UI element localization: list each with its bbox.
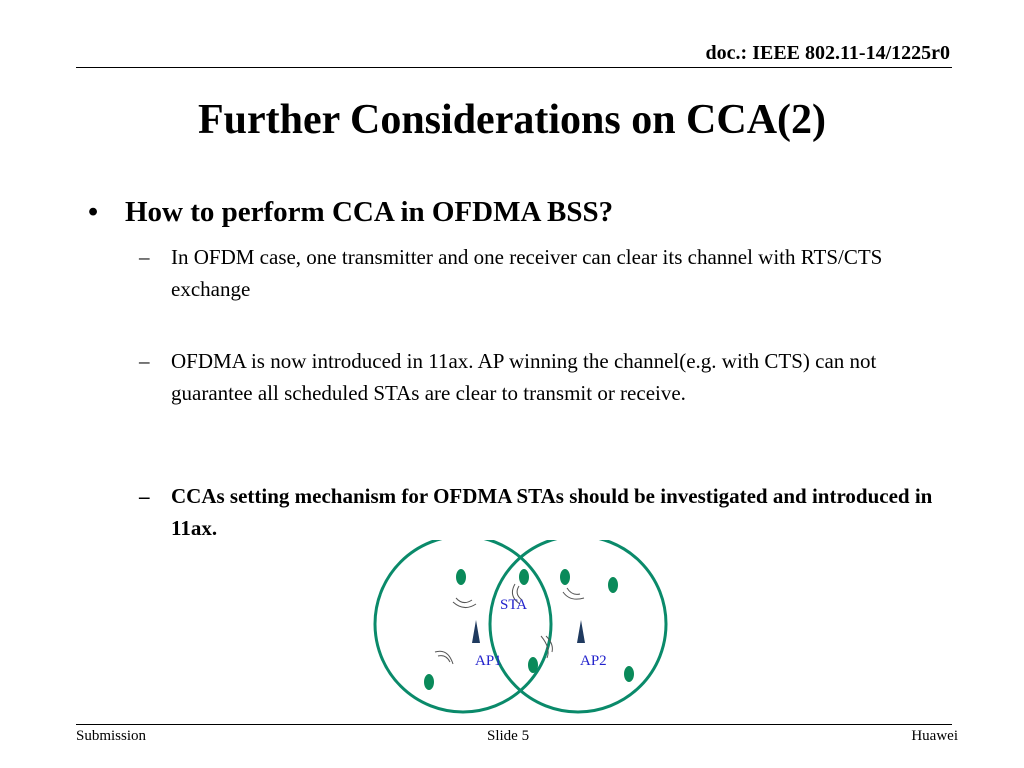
sta-node <box>528 657 538 673</box>
sta-node <box>560 569 570 585</box>
footer-left: Submission <box>76 728 147 744</box>
header-divider <box>76 67 952 68</box>
footer-divider <box>76 724 952 725</box>
doc-id: doc.: IEEE 802.11-14/1225r0 <box>705 42 950 64</box>
bullet-text: How to perform CCA in OFDMA BSS? <box>125 196 614 228</box>
bss1-coverage-circle <box>375 540 551 712</box>
ap1-antenna-icon <box>472 620 480 643</box>
sta-nodes <box>424 569 634 690</box>
sta-node <box>519 569 529 585</box>
sta-node <box>424 674 434 690</box>
subpoint-text: OFDMA is now introduced in 11ax. AP winning the channel(e.g. with CTS) can not guarantee all scheduled STAs are clear to transmit or receive. <box>171 349 877 405</box>
ap2-label: AP2 <box>580 653 607 669</box>
subpoint-text: CCAs setting mechanism for OFDMA STAs should be investigated and introduced in 11ax. <box>171 484 933 540</box>
sta-node <box>456 569 466 585</box>
slide-number: Slide 5 <box>487 728 530 744</box>
slide-title: Further Considerations on CCA(2) <box>197 97 827 143</box>
footer-right: Huawei <box>911 728 958 744</box>
subpoint-3 <box>139 480 939 544</box>
signal-waves <box>435 584 584 664</box>
sta-node <box>608 577 618 593</box>
sta-label: STA <box>500 597 528 613</box>
subpoint-1 <box>139 241 939 305</box>
bullet-marker: • <box>88 196 99 228</box>
subpoint-marker: – <box>139 484 150 508</box>
main-bullet <box>88 196 613 229</box>
subpoint-marker: – <box>139 349 150 373</box>
sta-node <box>624 666 634 682</box>
ap2-antenna-icon <box>577 620 585 643</box>
ap1-label: AP1 <box>475 653 502 669</box>
subpoint-text: In OFDM case, one transmitter and one receiver can clear its channel with RTS/CTS exchange <box>171 245 883 301</box>
subpoint-marker: – <box>139 245 150 269</box>
overlapping-bss-diagram <box>360 540 680 720</box>
subpoint-2 <box>139 345 939 409</box>
bss2-coverage-circle <box>490 540 666 712</box>
